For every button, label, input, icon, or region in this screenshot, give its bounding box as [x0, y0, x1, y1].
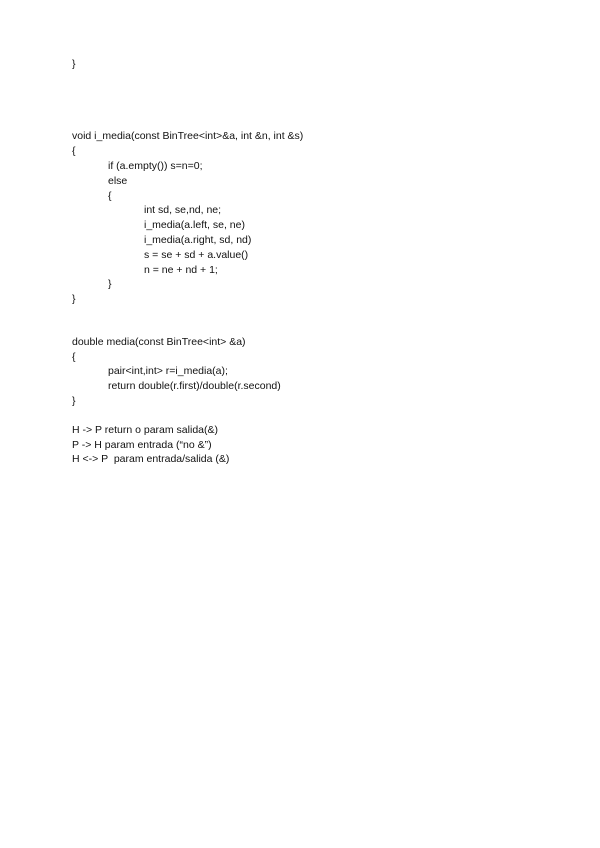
pair-line: pair<int,int> r=i_media(a);	[108, 365, 228, 377]
return-line: return double(r.first)/double(r.second)	[108, 380, 281, 392]
i-media-signature: void i_media(const BinTree<int>&a, int &n, int &s)	[72, 130, 304, 142]
else-line: else	[108, 175, 128, 187]
note-line: P -> H param entrada (“no &”)	[72, 439, 212, 451]
else-open-brace: {	[108, 190, 112, 202]
note-line: H -> P return o param salida(&)	[72, 424, 218, 436]
if-empty-line: if (a.empty()) s=n=0;	[108, 160, 203, 172]
fragment-close-brace: }	[72, 58, 76, 70]
i-media-open-brace: {	[72, 145, 76, 157]
else-close-brace: }	[108, 278, 112, 290]
media-open-brace: {	[72, 351, 76, 363]
media-signature: double media(const BinTree<int> &a)	[72, 336, 246, 348]
declaration-line: int sd, se,nd, ne;	[144, 204, 222, 216]
i-media-close-brace: }	[72, 293, 76, 305]
sum-n-line: n = ne + nd + 1;	[144, 264, 218, 276]
sum-s-line: s = se + sd + a.value()	[144, 249, 249, 261]
note-line: H <-> P param entrada/salida (&)	[72, 453, 230, 465]
recursive-call-right: i_media(a.right, sd, nd)	[144, 234, 252, 246]
recursive-call-left: i_media(a.left, se, ne)	[144, 219, 245, 231]
media-close-brace: }	[72, 395, 76, 407]
